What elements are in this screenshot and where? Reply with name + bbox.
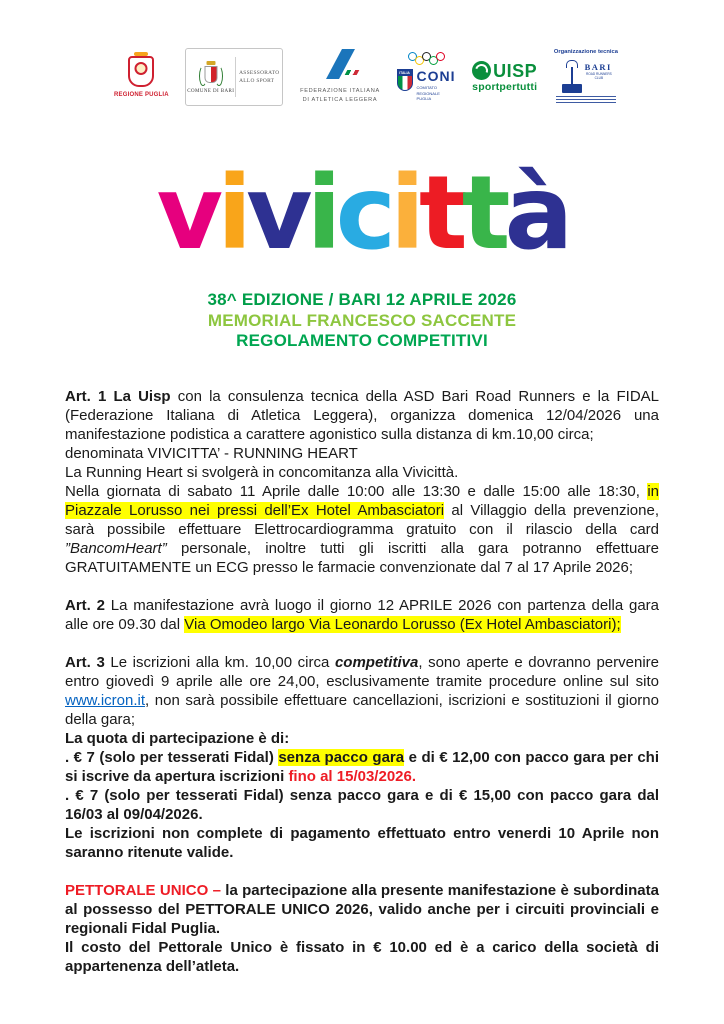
- prevenzione-text: Nella giornata di sabato 11 Aprile dalle 10:00 alle 13:30 e dalle 15:00 alle 18:30,: [65, 483, 648, 500]
- pettorale-unico-label: PETTORALE UNICO –: [65, 882, 226, 899]
- article-2-label: Art. 2: [65, 597, 105, 614]
- tricolor-icon: [345, 70, 360, 75]
- article-1-label: Art. 1 La Uisp: [65, 388, 171, 405]
- article-3-label: Art. 3: [65, 654, 105, 671]
- fidal-mark-icon: [317, 49, 363, 83]
- org-tecnica-title: Organizzazione tecnica: [553, 49, 618, 55]
- article-1-text: con la consulenza tecnica della ASD Bari Road Runners e la FIDAL (Federazione Italiana di Atletica Leggera), organizza domenica 12/04/2026 una manifestazione podistica a carattere agonistico sulla distanza di km.10,00 circa;: [65, 388, 660, 443]
- vivicitta-letter: c: [335, 154, 391, 273]
- coni-sub-label: COMITATO REGIONALE PUGLIA: [416, 85, 440, 102]
- pettorale-paragraph: [65, 881, 659, 976]
- vivicitta-letter: i: [217, 154, 247, 273]
- vivicitta-letter: t: [419, 154, 462, 273]
- highlight-partenza-luogo: Via Omodeo largo Via Leonardo Lorusso (Ex Hotel Ambasciatori);: [184, 616, 621, 633]
- italia-banner-label: ITALIA: [399, 71, 410, 76]
- pettorale-cost-text: Il costo del Pettorale Unico è fissato in € 10.00 ed è a carico della società di appartenenza dell’atleta.: [65, 939, 659, 975]
- bari-road-runners-emblem-icon: [554, 57, 618, 105]
- document-body: [65, 387, 659, 995]
- edition-title: 38^ EDIZIONE / BARI 12 APRILE 2026: [207, 290, 517, 309]
- denominata-line: denominata VIVICITTA’ - RUNNING HEART: [65, 445, 358, 462]
- bari-emblem-label: BARI: [584, 62, 612, 72]
- regione-puglia-shield-icon: [128, 56, 154, 87]
- vivicitta-logo: [0, 150, 724, 278]
- olympic-rings-icon: [409, 52, 444, 67]
- logo-organizzazione-tecnica: [554, 49, 618, 105]
- regolamento-title: REGOLAMENTO COMPETITIVI: [236, 331, 488, 350]
- memorial-title: MEMORIAL FRANCESCO SACCENTE: [207, 310, 517, 330]
- article-2-text: La manifestazione avrà luogo il giorno 12 APRILE 2026 con partenza della gara alle ore 09.30 dal: [65, 597, 660, 633]
- pettorale-text: la partecipazione alla presente manifestazione è subordinata al possesso del PETTORALE UNICO 2026, valido anche per i circuiti provinciali e regionali Fidal Puglia.: [65, 882, 659, 937]
- fee-2-text: . € 7 (solo per tesserati Fidal) senza pacco gara e di € 15,00 con pacco gara dal 16/03 al 09/04/2026.: [65, 787, 659, 823]
- crown-icon: [206, 61, 215, 65]
- comune-bari-crest-block: [186, 61, 235, 94]
- highlight-piazzale-lorusso: in Piazzale Lorusso nei pressi dell’Ex Hotel Ambasciatori: [65, 483, 659, 519]
- header-logos: [114, 42, 618, 112]
- competitiva-emphasis: competitiva: [334, 654, 419, 671]
- running-heart-line: La Running Heart si svolgerà in concomitanza alla Vivicittà.: [65, 464, 459, 481]
- logo-fidal: [300, 49, 380, 105]
- comune-bari-label: COMUNE DI BARI: [187, 88, 235, 94]
- article-1: Art. 1 La Uisp con la consulenza tecnica della ASD Bari Road Runners e la FIDAL (Federazione Italiana di Atletica Leggera), organizza domenica 12/04/2026 una manifestazione podistica a carattere agonistico sulla distanza di km.10,00 circa; denominata VIVICITTA’ - RUNNING HEART La Running Heart si svolgerà in concomitanza alla Vivicittà. Nella giornata di sabato 11 Aprile dalle 10:00 alle 13:30 e dalle 15:00 alle 18:30, in Piazzale Lorusso nei pressi dell’Ex Hotel Ambasciatori al Villaggio della prevenzione, sarà possibile effettuare Elettrocardiogramma gratuito con il rilascio della card ”BancomHeart” personale, inoltre tutti gli iscritti alla gara potranno effettuare GRATUITAMENTE un ECG presso le farmacie convenzionate dal 7 al 17 Aprile 2026;: [65, 388, 660, 576]
- fee-1-text: . € 7 (solo per tesserati Fidal): [65, 749, 279, 766]
- vivicitta-letter: v: [246, 154, 307, 273]
- regione-puglia-label: REGIONE PUGLIA: [114, 92, 169, 98]
- waves-icon: [556, 94, 616, 103]
- vivicitta-letter: i: [306, 154, 336, 273]
- uisp-sub-label: sportpertutti: [472, 81, 538, 93]
- quota-heading: La quota di partecipazione è di:: [65, 730, 290, 747]
- comune-bari-crest-icon: [199, 61, 223, 87]
- payment-warning-text: Le iscrizioni non complete di pagamento effettuato entro venerdi 10 Aprile non saranno ritenute valide.: [65, 825, 659, 861]
- assessorato-label: ASSESSORATO ALLO SPORT: [239, 69, 280, 84]
- vivicitta-letter: à: [504, 154, 568, 273]
- article-2: [65, 596, 659, 634]
- bancomheart-card-name: ”BancomHeart”: [65, 540, 167, 557]
- logo-uisp: [472, 61, 537, 93]
- fidal-label-line1: FEDERAZIONE ITALIANA: [300, 88, 380, 95]
- logo-comune-di-bari: [185, 48, 283, 106]
- fidal-label-line2: DI ATLETICA LEGGERA: [302, 97, 378, 103]
- vivicitta-letter: t: [461, 154, 505, 273]
- bari-emblem-sub-label: ROAD RUNNERS CLUB: [585, 72, 612, 81]
- vivicitta-letter: v: [156, 154, 218, 273]
- highlight-senza-pacco-gara: senza pacco gara: [278, 749, 405, 766]
- bari-shield-icon: [204, 66, 217, 83]
- logo-regione-puglia: [114, 56, 169, 98]
- uisp-globe-icon: [472, 61, 491, 80]
- uisp-label: UISP: [493, 60, 538, 81]
- article-3: Art. 3 Le iscrizioni alla km. 10,00 circa competitiva, sono aperte e dovranno pervenire entro giovedì 9 aprile alle ore 24,00, esclusivamente tramite procedure online sul sito www.icron.it, non sarà possibile effettuare cancellazioni, iscrizioni e sostituzioni il giorno della gara; La quota di partecipazione è di: . € 7 (solo per tesserati Fidal) senza pacco gara e di € 12,00 con pacco gara per chi si iscrive da apertura iscrizioni fino al 15/03/2026. . € 7 (solo per tesserati Fidal) senza pacco gara e di € 15,00 con pacco gara dal 16/03 al 09/04/2026. Le iscrizioni non complete di pagamento effettuato entro venerdi 10 Aprile non saranno ritenute valide.: [65, 654, 660, 861]
- vivicitta-letter: i: [390, 154, 419, 273]
- logo-coni: [397, 52, 456, 101]
- deadline-red-text: fino al 15/03/2026.: [288, 768, 417, 785]
- coni-label: CONI: [416, 68, 456, 85]
- italia-shield-icon: [397, 69, 413, 91]
- title-block: [0, 290, 724, 352]
- icron-link[interactable]: www.icron.it: [65, 692, 146, 709]
